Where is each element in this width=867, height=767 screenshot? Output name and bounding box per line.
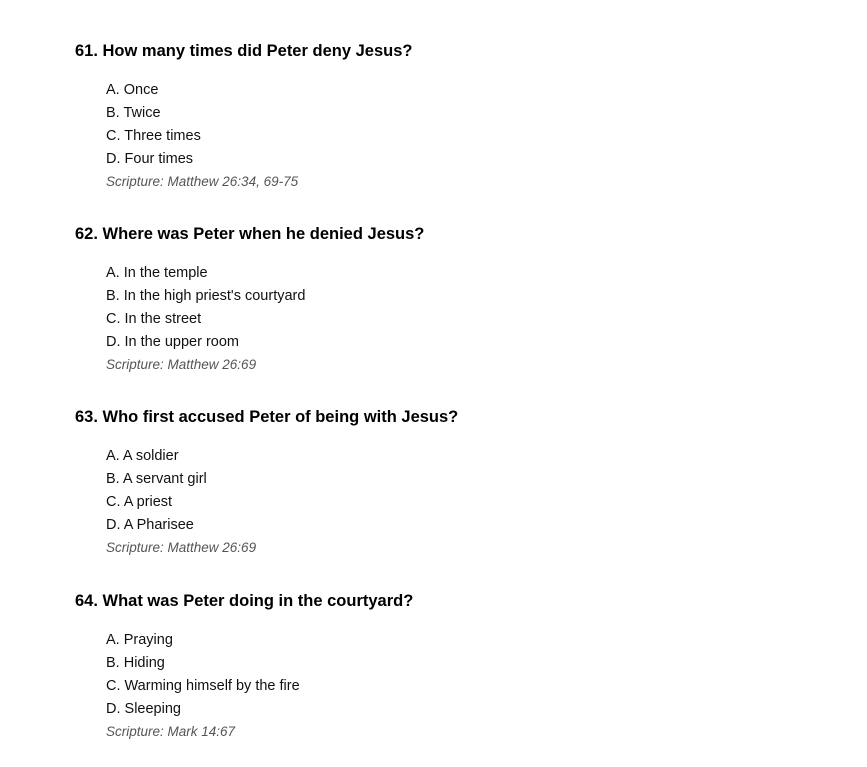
- answer-option: D. Four times: [106, 151, 194, 167]
- answer-option: C. Warming himself by the fire: [106, 678, 300, 694]
- answer-option: D. A Pharisee: [106, 517, 194, 533]
- answer-option: B. In the high priest's courtyard: [106, 288, 306, 304]
- answer-option: C. A priest: [106, 494, 173, 510]
- question-block: [75, 407, 835, 558]
- answer-options: [106, 262, 835, 354]
- answer-option: A. In the temple: [106, 265, 208, 281]
- question-title: 61. How many times did Peter deny Jesus?: [75, 42, 413, 60]
- scripture-reference: Scripture: Matthew 26:69: [106, 357, 257, 372]
- question-title: 62. Where was Peter when he denied Jesus?: [75, 225, 425, 243]
- scripture-reference: Scripture: Matthew 26:34, 69-75: [106, 174, 299, 189]
- question-title: 64. What was Peter doing in the courtyard?: [75, 592, 414, 610]
- answer-option: C. In the street: [106, 311, 202, 327]
- answer-option: D. In the upper room: [106, 334, 239, 350]
- answer-options: [106, 445, 835, 537]
- answer-option: B. Hiding: [106, 655, 165, 671]
- answer-option: C. Three times: [106, 128, 201, 144]
- question-block: [75, 224, 835, 375]
- question-block: [75, 591, 835, 742]
- answer-options: [106, 629, 835, 721]
- question-title: 63. Who first accused Peter of being with Jesus?: [75, 408, 459, 426]
- answer-option: A. Once: [106, 82, 159, 98]
- scripture-reference: Scripture: Matthew 26:69: [106, 540, 257, 555]
- answer-option: A. Praying: [106, 632, 173, 648]
- answer-options: [106, 79, 835, 171]
- answer-option: D. Sleeping: [106, 701, 181, 717]
- answer-option: A. A soldier: [106, 448, 179, 464]
- answer-option: B. Twice: [106, 105, 161, 121]
- scripture-reference: Scripture: Mark 14:67: [106, 724, 236, 739]
- answer-option: B. A servant girl: [106, 471, 207, 487]
- question-block: [75, 41, 835, 192]
